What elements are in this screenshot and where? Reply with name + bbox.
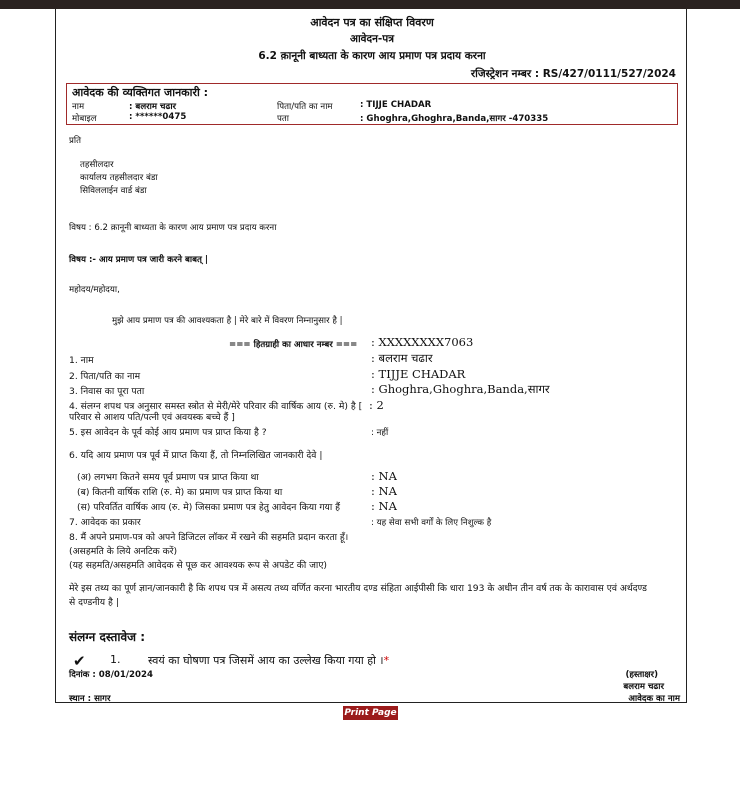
required-star: * bbox=[383, 654, 390, 667]
aadhaar-value: : XXXXXXXX7063 bbox=[371, 335, 474, 349]
print-page-button[interactable]: Print Page bbox=[344, 708, 397, 718]
application-document bbox=[55, 9, 687, 703]
attachment-number: 1. bbox=[110, 653, 121, 666]
field-4-value: : 2 bbox=[369, 398, 384, 412]
field-3-label: 3. निवास का पूरा पता bbox=[69, 386, 145, 397]
declaration-line-2: से दण्डनीय है | bbox=[69, 597, 119, 608]
place-field: स्थान : सागर bbox=[69, 694, 111, 704]
attachment-item-1 bbox=[148, 653, 389, 668]
signer-caption: आवेदक का नाम bbox=[628, 694, 680, 704]
field-5-label: 5. इस आवेदन के पूर्व कोई आय प्रमाण पत्र प्राप्त किया है ? bbox=[69, 427, 267, 438]
field-6-label: 6. यदि आय प्रमाण पत्र पूर्व में प्राप्त किया हैं, तो निम्नलिखित जानकारी देवे | bbox=[69, 450, 323, 461]
attachments-heading: संलग्न दस्तावेज : bbox=[69, 630, 145, 644]
field-6c-value: : NA bbox=[371, 499, 397, 513]
field-8-line-2: (असहमति के लिये अनटिक करें) bbox=[69, 546, 178, 557]
subject-line-1: विषय : 6.2 क़ानूनी बाध्यता के कारण आय प्रमाण पत्र प्रदाय करना bbox=[69, 223, 277, 233]
field-6c-label: (स) परिवर्तित वार्षिक आय (रु. मे) जिसका प्रमाण पत्र हेतु आवेदन किया गया हैं bbox=[77, 502, 341, 513]
registration-number: रजिस्ट्रेशन नम्बर : RS/427/0111/527/2024 bbox=[470, 68, 676, 80]
field-5-value: : नहीं bbox=[371, 428, 389, 438]
field-6b-label: (ब) कितनी वार्षिक राशि (रु. मे) का प्रमाण पत्र प्राप्त किया था bbox=[77, 487, 283, 498]
declaration-line-1: मेरे इस तथ्य का पूर्ण ज्ञान/जानकारी है कि शपथ पत्र में असत्य तथ्य वर्णित करना भारतीय दण्ड संहिता आईपीसी कि धारा 193 के अधीन तीन वर्ष तक के कारावास एवं अर्थदण्ड bbox=[69, 583, 647, 594]
address-value: : Ghoghra,Ghoghra,Banda,सागर -470335 bbox=[360, 114, 549, 124]
intro-text: मुझे आय प्रमाण पत्र की आवश्यकता है | मेरे बारे में विवरण निम्नानुसार है | bbox=[112, 316, 343, 326]
salutation: महोदय/महोदया, bbox=[69, 285, 120, 295]
field-8-line-3: (यह सहमति/असहमति आवेदक से पूछ कर आवश्यक रूप से अपडेट की जाए) bbox=[69, 560, 327, 571]
mobile-value: : ******0475 bbox=[129, 112, 187, 122]
field-1-value: : बलराम चढार bbox=[371, 351, 433, 365]
signature-label: (हस्ताक्षर) bbox=[625, 670, 658, 680]
mobile-label: मोबाइल bbox=[72, 114, 97, 124]
name-value: : बलराम चढार bbox=[129, 102, 177, 112]
field-4-label-a: 4. संलग्न शपथ पत्र अनुसार समस्त स्त्रोत से मेरी/मेरे परिवार की वार्षिक आय (रु. मे) है [ bbox=[69, 401, 363, 412]
recipient-line-2: कार्यालय तहसीलदार बंडा bbox=[80, 173, 158, 183]
field-7-label: 7. आवेदक का प्रकार bbox=[69, 517, 141, 528]
field-4-label-b: परिवार से आशय पति/पत्नी एवं अवयस्क बच्चे हैं ] bbox=[69, 412, 235, 423]
field-2-value: : TIJJE CHADAR bbox=[371, 367, 466, 381]
field-6a-label: (अ) लगभग कितने समय पूर्व प्रमाण पत्र प्राप्त किया था bbox=[77, 472, 259, 483]
document-subtitle: आवेदन-पत्र bbox=[349, 33, 395, 45]
checkmark-icon: ✔ bbox=[73, 652, 86, 670]
recipient-line-1: तहसीलदार bbox=[80, 160, 114, 170]
father-name-label: पिता/पति का नाम bbox=[277, 102, 333, 112]
field-1-label: 1. नाम bbox=[69, 355, 94, 366]
field-6a-value: : NA bbox=[371, 469, 397, 483]
field-3-value: : Ghoghra,Ghoghra,Banda,सागर bbox=[371, 382, 550, 396]
attachment-item-1-text: स्वयं का घोषणा पत्र जिसमें आय का उल्लेख किया गया हो । bbox=[148, 654, 384, 667]
applicant-info-heading: आवेदक की व्यक्तिगत जानकारी : bbox=[72, 86, 209, 99]
name-label: नाम bbox=[72, 102, 85, 112]
date-field: दिनांक : 08/01/2024 bbox=[69, 670, 153, 680]
document-title: आवेदन पत्र का संक्षिप्त विवरण bbox=[310, 16, 434, 29]
field-8-line-1: 8. मैं अपने प्रमाण-पत्र को अपने डिजिटल लॉकर में रखने की सहमति प्रदान करता हूँ। bbox=[69, 532, 349, 543]
field-2-label: 2. पिता/पति का नाम bbox=[69, 371, 141, 382]
address-label: पता bbox=[277, 114, 290, 124]
service-name: 6.2 क़ानूनी बाध्यता के कारण आय प्रमाण पत्र प्रदाय करना bbox=[258, 50, 486, 62]
top-dark-strip bbox=[0, 0, 740, 9]
father-name-value: : TIJJE CHADAR bbox=[360, 100, 432, 110]
applicant-info-box bbox=[66, 83, 678, 125]
aadhaar-label: === हितग्राही का आधार नम्बर === bbox=[229, 340, 358, 350]
recipient-line-3: सिविललाईन वार्ड बंडा bbox=[80, 186, 147, 196]
field-6b-value: : NA bbox=[371, 484, 397, 498]
subject-line-2: विषय :- आय प्रमाण पत्र जारी करने बाबत् | bbox=[69, 255, 209, 265]
field-7-value: : यह सेवा सभी वर्गों के लिए निशुल्क है bbox=[371, 518, 492, 528]
signer-name: बलराम चढार bbox=[623, 682, 664, 692]
prati-label: प्रति bbox=[69, 136, 82, 146]
